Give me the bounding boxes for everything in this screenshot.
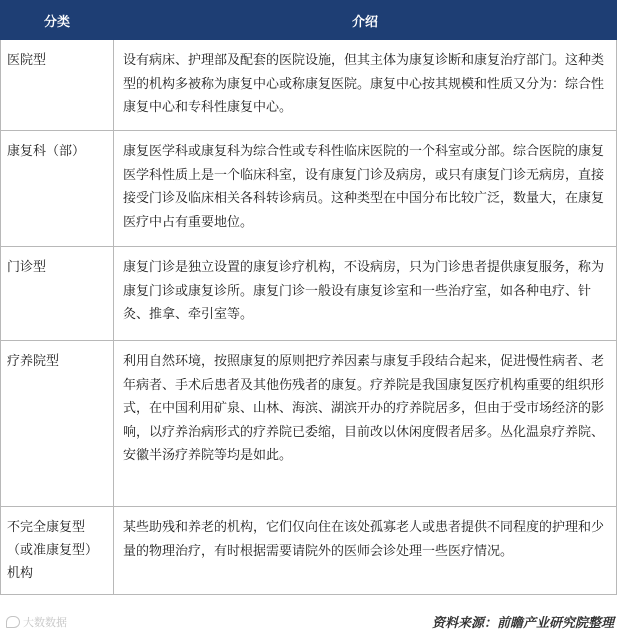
category-cell: 医院型 <box>1 40 114 131</box>
category-cell: 门诊型 <box>1 247 114 341</box>
category-cell: 疗养院型 <box>1 341 114 507</box>
header-category: 分类 <box>1 1 114 40</box>
watermark <box>6 614 67 630</box>
description-cell: 康复医学科或康复科为综合性或专科性临床医院的一个科室或分部。综合医院的康复医学科性质上是一个临床科室，设有康复门诊及病房，或只有康复门诊无病房，直接接受门诊及临床相关各科转诊病员。这种类型在中国分布比较广泛，数量大，在康复医疗中占有重要地位。 <box>114 131 617 247</box>
header-description: 介绍 <box>114 1 617 40</box>
chat-bubble-icon <box>6 616 20 628</box>
table-header-row <box>1 1 617 40</box>
watermark-text: 大数数据 <box>23 616 67 629</box>
table-row <box>1 507 617 595</box>
description-cell: 设有病床、护理部及配套的医院设施，但其主体为康复诊断和康复治疗部门。这种类型的机构多被称为康复中心或称康复医院。康复中心按其规模和性质又分为：综合性康复中心和专科性康复中心。 <box>114 40 617 131</box>
category-cell: 康复科（部） <box>1 131 114 247</box>
description-cell: 某些助残和养老的机构，它们仅向住在该处孤寡老人或患者提供不同程度的护理和少量的物理治疗，有时根据需要请院外的医师会诊处理一些医疗情况。 <box>114 507 617 595</box>
table-row <box>1 341 617 507</box>
description-cell: 康复门诊是独立设置的康复诊疗机构，不设病房，只为门诊患者提供康复服务，称为康复门诊或康复诊所。康复门诊一般设有康复诊室和一些治疗室，如各种电疗、针灸、推拿、牵引室等。 <box>114 247 617 341</box>
table-row <box>1 40 617 131</box>
description-cell: 利用自然环境，按照康复的原则把疗养因素与康复手段结合起来，促进慢性病者、老年病者、手术后患者及其他伤残者的康复。疗养院是我国康复医疗机构重要的组织形式，在中国利用矿泉、山林、海滨、湖滨开办的疗养院居多，但由于受市场经济的影响，以疗养治病形式的疗养院已委缩，目前改以休闲度假者居多。丛化温泉疗养院、安徽半汤疗养院等均是如此。 <box>114 341 617 507</box>
table-row <box>1 247 617 341</box>
category-cell: 不完全康复型（或准康复型）机构 <box>1 507 114 595</box>
source-note: 资料来源：前瞻产业研究院整理 <box>431 616 614 631</box>
table-row <box>1 131 617 247</box>
